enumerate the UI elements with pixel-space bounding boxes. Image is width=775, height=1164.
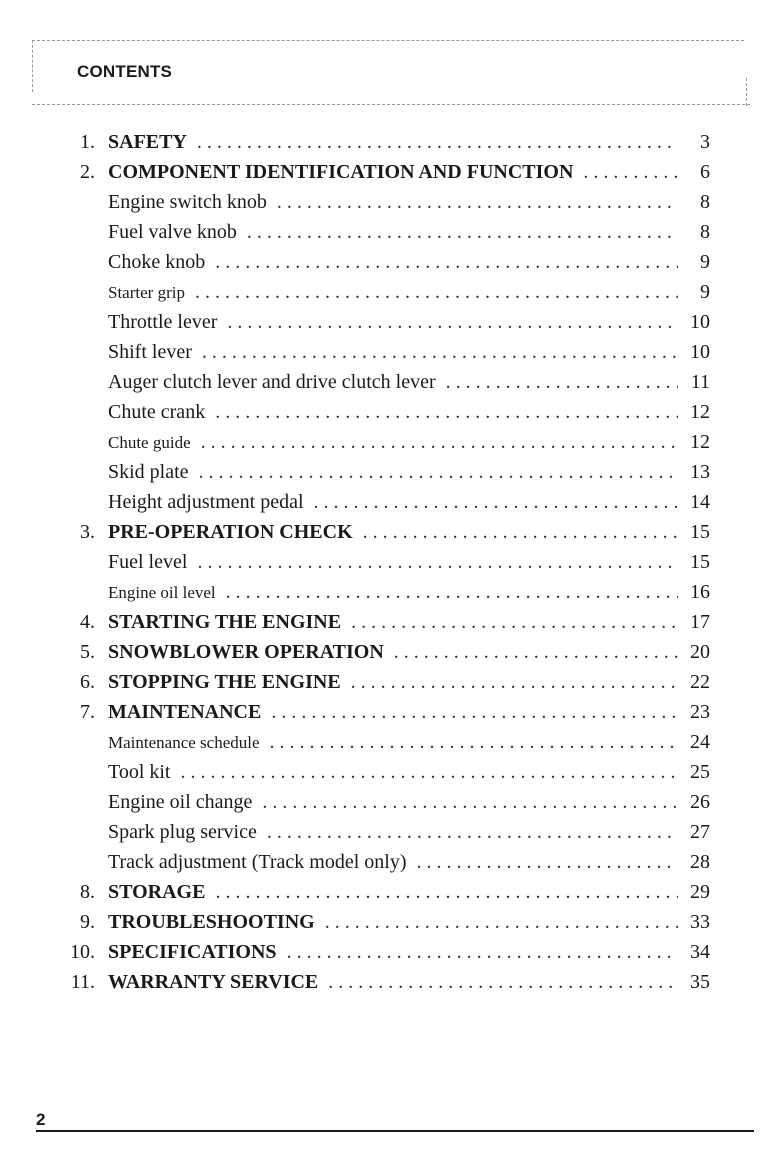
toc-leader-dots — [247, 221, 678, 244]
toc-entry — [55, 971, 710, 1001]
toc-entry — [55, 341, 710, 371]
toc-entry-page: 12 — [690, 401, 710, 423]
toc-entry-page: 9 — [700, 281, 710, 303]
toc-entry-title: Height adjustment pedal — [108, 491, 304, 513]
toc-leader-dots — [201, 431, 678, 454]
toc-entry-number: 2. — [80, 161, 95, 183]
toc-entry-title: Spark plug service — [108, 821, 257, 843]
toc-entry-title: Engine oil change — [108, 791, 253, 813]
page-title: CONTENTS — [77, 62, 173, 81]
toc-entry — [55, 281, 710, 311]
toc-entry-number: 7. — [80, 701, 95, 723]
toc-entry — [55, 851, 710, 881]
toc-entry — [55, 911, 710, 941]
toc-entry-page: 8 — [700, 191, 710, 213]
toc-entry-page: 23 — [690, 701, 710, 723]
header-frame-right — [746, 78, 747, 106]
toc-entry-number: 5. — [80, 641, 95, 663]
toc-entry-page: 12 — [690, 431, 710, 453]
toc-entry-title: STARTING THE ENGINE — [108, 611, 342, 633]
toc-entry-number: 4. — [80, 611, 95, 633]
toc-entry — [55, 941, 710, 971]
toc-entry — [55, 671, 710, 701]
toc-entry-title: PRE-OPERATION CHECK — [108, 521, 353, 543]
toc-entry-title: Throttle lever — [108, 311, 218, 333]
toc-leader-dots — [277, 191, 678, 214]
toc-leader-dots — [351, 671, 678, 694]
toc-entry-title: Chute guide — [108, 433, 191, 452]
toc-leader-dots — [202, 341, 678, 364]
toc-leader-dots — [270, 731, 678, 754]
toc-entry — [55, 221, 710, 251]
toc-entry-page: 13 — [690, 461, 710, 483]
toc-entry-title: Starter grip — [108, 283, 185, 302]
toc-entry-title: Choke knob — [108, 251, 206, 273]
toc-leader-dots — [181, 761, 679, 784]
toc-leader-dots — [328, 971, 678, 994]
toc-entry-title: Maintenance schedule — [108, 733, 260, 752]
toc-entry — [55, 311, 710, 341]
toc-entry — [55, 821, 710, 851]
toc-entry — [55, 611, 710, 641]
toc-entry — [55, 161, 710, 191]
toc-entry-title: MAINTENANCE — [108, 701, 262, 723]
toc-entry — [55, 251, 710, 281]
toc-leader-dots — [351, 611, 678, 634]
toc-entry-title: STOPPING THE ENGINE — [108, 671, 341, 693]
toc-entry — [55, 581, 710, 611]
toc-entry-title: WARRANTY SERVICE — [108, 971, 319, 993]
toc-entry-title: SAFETY — [108, 131, 187, 153]
toc-entry — [55, 791, 710, 821]
toc-leader-dots — [197, 131, 678, 154]
toc-entry-title: Track adjustment (Track model only) — [108, 851, 407, 873]
table-of-contents — [55, 131, 710, 1001]
toc-entry-number: 10. — [70, 941, 95, 963]
toc-entry-page: 24 — [690, 731, 710, 753]
toc-entry-page: 34 — [690, 941, 710, 963]
toc-entry — [55, 641, 710, 671]
toc-entry-title: Tool kit — [108, 761, 171, 783]
toc-leader-dots — [197, 551, 678, 574]
toc-leader-dots — [287, 941, 678, 964]
toc-entry-title: Fuel level — [108, 551, 188, 573]
toc-entry-title: Auger clutch lever and drive clutch lever — [108, 371, 436, 393]
toc-entry-page: 25 — [690, 761, 710, 783]
toc-entry — [55, 551, 710, 581]
toc-entry — [55, 371, 710, 401]
toc-entry-page: 10 — [690, 341, 710, 363]
toc-leader-dots — [195, 281, 678, 304]
toc-entry-title: SPECIFICATIONS — [108, 941, 277, 963]
toc-entry-number: 6. — [80, 671, 95, 693]
toc-entry-number: 1. — [80, 131, 95, 153]
toc-entry-page: 17 — [690, 611, 710, 633]
toc-entry-page: 27 — [690, 821, 710, 843]
toc-entry-page: 22 — [690, 671, 710, 693]
toc-entry — [55, 731, 710, 761]
toc-entry-page: 28 — [690, 851, 710, 873]
toc-leader-dots — [417, 851, 679, 874]
toc-entry — [55, 701, 710, 731]
footer-rule — [36, 1130, 754, 1132]
toc-entry-number: 9. — [80, 911, 95, 933]
header-frame-bottom — [32, 104, 750, 105]
toc-entry-page: 29 — [690, 881, 710, 903]
header-frame-top — [32, 40, 744, 41]
toc-entry — [55, 461, 710, 491]
toc-leader-dots — [363, 521, 678, 544]
toc-entry — [55, 491, 710, 521]
toc-entry-title: Skid plate — [108, 461, 189, 483]
toc-entry-title: STORAGE — [108, 881, 206, 903]
toc-entry-page: 14 — [690, 491, 710, 513]
toc-entry — [55, 401, 710, 431]
toc-entry-page: 20 — [690, 641, 710, 663]
toc-entry-title: Chute crank — [108, 401, 206, 423]
toc-entry-title: Engine oil level — [108, 583, 216, 602]
toc-entry-title: COMPONENT IDENTIFICATION AND FUNCTION — [108, 161, 574, 183]
toc-entry-number: 3. — [80, 521, 95, 543]
toc-entry-page: 3 — [700, 131, 710, 153]
toc-entry-page: 15 — [690, 521, 710, 543]
toc-entry — [55, 431, 710, 461]
toc-entry — [55, 881, 710, 911]
toc-leader-dots — [227, 311, 678, 334]
toc-leader-dots — [314, 491, 678, 514]
toc-leader-dots — [583, 161, 678, 184]
toc-entry-number: 8. — [80, 881, 95, 903]
toc-entry-page: 11 — [690, 371, 710, 393]
toc-entry-title: Shift lever — [108, 341, 192, 363]
toc-entry-title: Engine switch knob — [108, 191, 267, 213]
toc-leader-dots — [215, 251, 678, 274]
toc-leader-dots — [215, 401, 678, 424]
toc-entry-title: Fuel valve knob — [108, 221, 237, 243]
toc-entry-title: TROUBLESHOOTING — [108, 911, 315, 933]
toc-leader-dots — [271, 701, 678, 724]
toc-leader-dots — [226, 581, 678, 604]
page-number: 2 — [36, 1110, 46, 1129]
toc-entry-page: 35 — [690, 971, 710, 993]
toc-entry-title: SNOWBLOWER OPERATION — [108, 641, 384, 663]
toc-leader-dots — [262, 791, 678, 814]
toc-leader-dots — [394, 641, 678, 664]
toc-leader-dots — [199, 461, 678, 484]
toc-entry — [55, 131, 710, 161]
toc-entry-page: 9 — [700, 251, 710, 273]
toc-entry-page: 33 — [690, 911, 710, 933]
toc-leader-dots — [325, 911, 678, 934]
toc-entry — [55, 521, 710, 551]
header-frame-left — [32, 40, 33, 92]
toc-entry-page: 15 — [690, 551, 710, 573]
toc-entry — [55, 191, 710, 221]
toc-entry-number: 11. — [70, 971, 95, 993]
toc-leader-dots — [267, 821, 678, 844]
toc-leader-dots — [215, 881, 678, 904]
toc-leader-dots — [446, 371, 678, 394]
toc-entry-page: 8 — [700, 221, 710, 243]
toc-entry-page: 6 — [700, 161, 710, 183]
toc-entry — [55, 761, 710, 791]
toc-entry-page: 26 — [690, 791, 710, 813]
toc-entry-page: 16 — [690, 581, 710, 603]
toc-entry-page: 10 — [690, 311, 710, 333]
